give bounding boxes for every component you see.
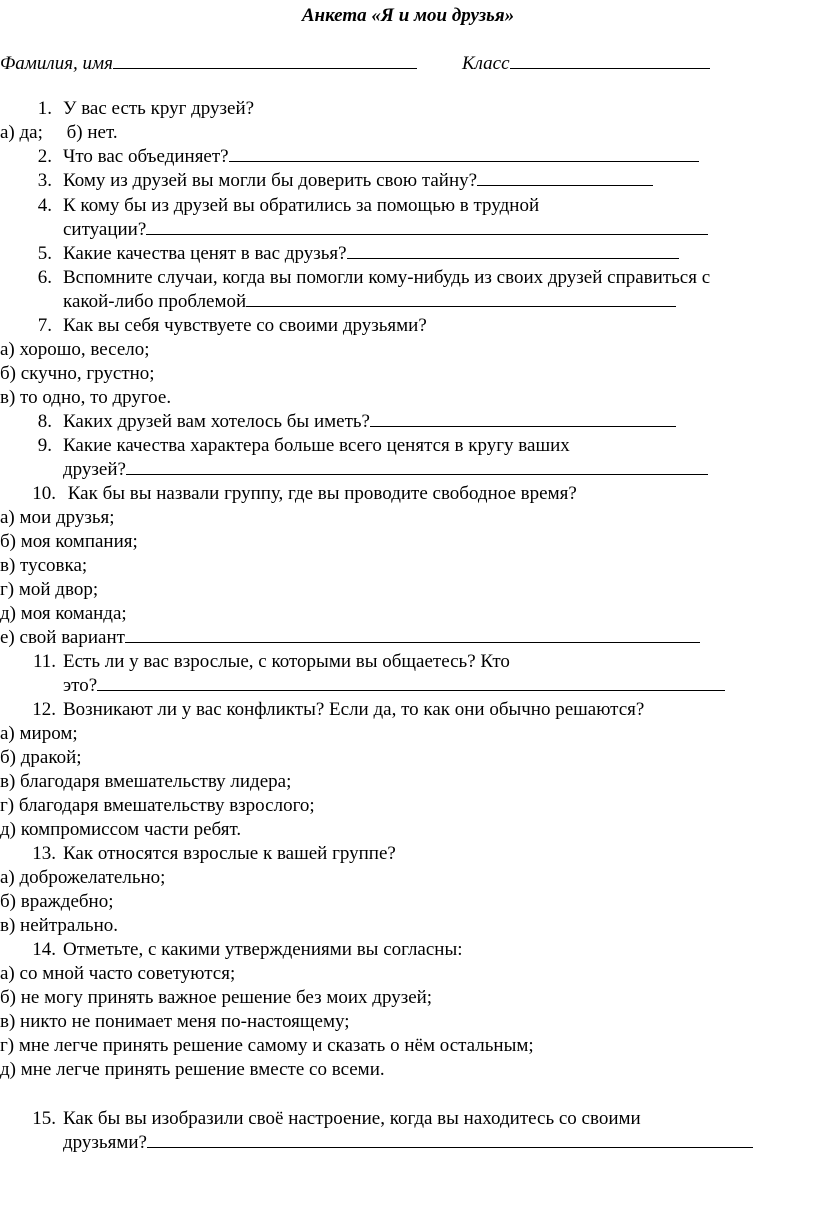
- question-text: Возникают ли у вас конфликты? Если да, то как они обычно решаются?: [63, 699, 645, 720]
- question-number: 3.: [37, 170, 52, 191]
- question-number: 15.: [32, 1108, 56, 1129]
- q7-option-b: б) скучно, грустно;: [0, 363, 155, 384]
- q12-option-a: а) миром;: [0, 723, 78, 744]
- question-text: Вспомните случаи, когда вы помогли кому-нибудь из своих друзей справиться с: [63, 267, 711, 288]
- q10-option-a: а) мои друзья;: [0, 507, 115, 528]
- question-6-cont: [63, 290, 676, 314]
- question-4-cont: [63, 218, 708, 242]
- question-number: 6.: [37, 267, 52, 288]
- name-label: Фамилия, имя: [0, 53, 113, 74]
- question-15-cont: [63, 1131, 753, 1155]
- question-number: 4.: [37, 195, 52, 216]
- q10-option-b: б) моя компания;: [0, 531, 138, 552]
- question-number: 2.: [37, 146, 52, 167]
- answer-line[interactable]: [229, 145, 699, 162]
- q14-option-c: в) никто не понимает меня по-настоящему;: [0, 1011, 350, 1032]
- question-number: 10.: [32, 483, 56, 504]
- q10-option-f: [0, 626, 700, 650]
- option-text: е) свой вариант: [0, 627, 125, 648]
- q1-options: а) да; б) нет.: [0, 122, 118, 143]
- question-number: 7.: [37, 315, 52, 336]
- answer-line[interactable]: [477, 169, 653, 186]
- q12-option-e: д) компромиссом части ребят.: [0, 819, 242, 840]
- question-number: 1.: [37, 98, 52, 119]
- q13-option-c: в) нейтрально.: [0, 915, 119, 936]
- question-number: 13.: [32, 843, 56, 864]
- answer-line[interactable]: [97, 674, 725, 691]
- q10-option-d: г) мой двор;: [0, 579, 99, 600]
- question-text: Что вас объединяет?: [63, 146, 229, 167]
- question-text: Отметьте, с какими утверждениями вы согласны:: [63, 939, 463, 960]
- q14-option-b: б) не могу принять важное решение без моих друзей;: [0, 987, 433, 1008]
- answer-line[interactable]: [126, 458, 708, 475]
- answer-line[interactable]: [347, 242, 679, 259]
- question-text: Как вы себя чувствуете со своими друзьями?: [63, 315, 427, 336]
- question-text: Как относятся взрослые к вашей группе?: [63, 843, 396, 864]
- name-field[interactable]: [0, 52, 417, 75]
- question-number: 12.: [32, 699, 56, 720]
- question-text: Какие качества характера больше всего ценятся в кругу ваших: [63, 435, 570, 456]
- q7-option-a: а) хорошо, весело;: [0, 339, 150, 360]
- question-text: друзьями?: [63, 1132, 147, 1153]
- question-number: 8.: [37, 411, 52, 432]
- q7-option-c: в) то одно, то другое.: [0, 387, 172, 408]
- question-text: это?: [63, 675, 98, 696]
- question-number: 14.: [32, 939, 56, 960]
- question-number: 11.: [32, 651, 56, 672]
- question-text: Какие качества ценят в вас друзья?: [63, 243, 347, 264]
- answer-line[interactable]: [146, 218, 708, 235]
- question-text: ситуации?: [63, 219, 147, 240]
- q10-option-c: в) тусовка;: [0, 555, 88, 576]
- document-title: Анкета «Я и мои друзья»: [301, 5, 515, 26]
- answer-line[interactable]: [246, 290, 676, 307]
- question-text: Как бы вы изобразили своё настроение, когда вы находитесь со своими: [63, 1108, 641, 1129]
- question-text: Каких друзей вам хотелось бы иметь?: [63, 411, 370, 432]
- question-text: У вас есть круг друзей?: [63, 98, 255, 119]
- question-text: Кому из друзей вы могли бы доверить свою тайну?: [63, 170, 478, 191]
- q14-option-a: а) со мной часто советуются;: [0, 963, 236, 984]
- question-number: 9.: [37, 435, 52, 456]
- answer-line[interactable]: [147, 1131, 753, 1148]
- q12-option-c: в) благодаря вмешательству лидера;: [0, 771, 292, 792]
- q14-option-e: д) мне легче принять решение вместе со всеми.: [0, 1059, 385, 1080]
- q10-option-e: д) моя команда;: [0, 603, 127, 624]
- question-text: Есть ли у вас взрослые, с которыми вы общаетесь? Кто: [63, 651, 510, 672]
- q12-option-d: г) благодаря вмешательству взрослого;: [0, 795, 315, 816]
- answer-line[interactable]: [370, 410, 676, 427]
- answer-line[interactable]: [125, 626, 700, 643]
- question-text: К кому бы из друзей вы обратились за помощью в трудной: [63, 195, 540, 216]
- name-line[interactable]: [113, 52, 417, 69]
- class-field[interactable]: [462, 52, 710, 75]
- q14-option-d: г) мне легче принять решение самому и сказать о нём остальным;: [0, 1035, 534, 1056]
- question-9-cont: [63, 458, 708, 482]
- class-line[interactable]: [510, 52, 710, 69]
- question-text: какой-либо проблемой: [63, 291, 247, 312]
- q13-option-b: б) враждебно;: [0, 891, 114, 912]
- class-label: Класс: [462, 53, 510, 74]
- question-number: 5.: [37, 243, 52, 264]
- q12-option-b: б) дракой;: [0, 747, 82, 768]
- question-text: Как бы вы назвали группу, где вы проводите свободное время?: [63, 483, 577, 504]
- question-text: друзей?: [63, 459, 126, 480]
- q13-option-a: а) доброжелательно;: [0, 867, 166, 888]
- question-11-cont: [63, 674, 725, 698]
